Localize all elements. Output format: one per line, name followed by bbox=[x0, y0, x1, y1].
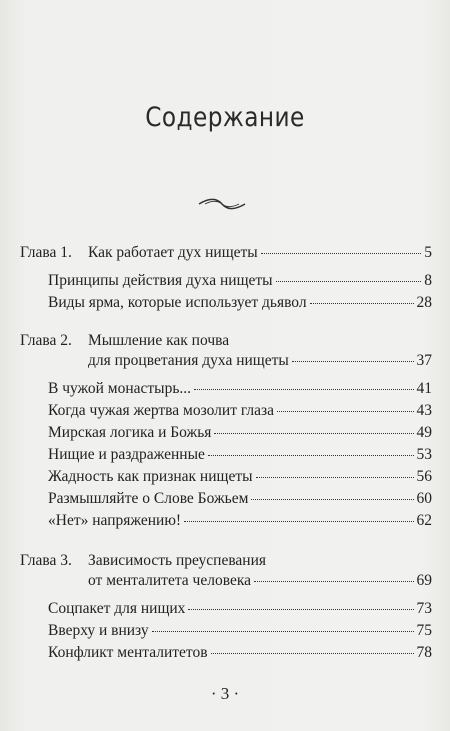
dot-leader bbox=[214, 432, 413, 434]
toc-page-number: 49 bbox=[416, 424, 432, 441]
toc-entry[interactable] bbox=[48, 272, 432, 290]
toc-entry[interactable] bbox=[48, 490, 432, 508]
page-number: · 3 · bbox=[210, 684, 240, 703]
toc-entry[interactable] bbox=[48, 424, 432, 442]
toc-entry-text: Мышление как почва bbox=[88, 332, 230, 349]
dot-leader bbox=[276, 280, 422, 282]
dot-leader bbox=[310, 302, 414, 304]
toc-page-number: 28 bbox=[416, 294, 432, 311]
dot-leader bbox=[188, 608, 413, 610]
toc-page-number: 8 bbox=[424, 272, 432, 289]
toc-entry-text: Когда чужая жертва мозолит глаза bbox=[48, 402, 275, 419]
toc-chapter-2[interactable] bbox=[20, 332, 432, 350]
chapter-label: Глава 2. bbox=[20, 332, 72, 349]
toc-entry-text: Зависимость преуспевания bbox=[88, 552, 267, 569]
toc-entry[interactable] bbox=[48, 468, 432, 486]
toc-chapter-2-cont[interactable] bbox=[88, 352, 432, 370]
toc-entry[interactable] bbox=[48, 622, 432, 640]
dot-leader bbox=[152, 630, 414, 632]
dot-leader bbox=[256, 476, 414, 478]
toc-entry-text: от менталитета человека bbox=[88, 572, 251, 589]
toc-entry-text: Жадность как признак нищеты bbox=[48, 468, 253, 485]
dot-leader bbox=[277, 410, 413, 412]
toc-entry-text: Как работает дух нищеты bbox=[88, 244, 258, 261]
chapter-label: Глава 3. bbox=[20, 552, 72, 569]
toc-entry-text: Мирская логика и Божья bbox=[48, 424, 212, 441]
toc-entry-text: Принципы действия духа нищеты bbox=[48, 272, 273, 289]
toc-page-number: 41 bbox=[416, 380, 432, 397]
page-title: Содержание bbox=[145, 102, 305, 133]
toc-entry-text: Виды ярма, которые использует дьявол bbox=[48, 294, 307, 311]
toc-entry[interactable] bbox=[48, 644, 432, 662]
dot-leader bbox=[254, 580, 414, 582]
dot-leader bbox=[211, 652, 414, 654]
toc-page-number: 75 bbox=[416, 622, 432, 639]
dot-leader bbox=[208, 454, 414, 456]
dot-leader bbox=[261, 252, 422, 254]
toc-chapter-3-cont[interactable] bbox=[88, 572, 432, 590]
toc-entry-text: В чужой монастырь... bbox=[48, 380, 192, 397]
toc-page-number: 62 bbox=[416, 512, 432, 529]
toc-page-number: 73 bbox=[416, 600, 432, 617]
toc-page-number: 5 bbox=[424, 244, 432, 261]
toc-entry-text: для процветания духа нищеты bbox=[88, 352, 289, 369]
chapter-label: Глава 1. bbox=[20, 244, 72, 261]
toc-entry[interactable] bbox=[48, 600, 432, 618]
toc-page-number: 78 bbox=[416, 644, 432, 661]
toc-entry-text: Нищие и раздраженные bbox=[48, 446, 205, 463]
toc-page-number: 56 bbox=[416, 468, 432, 485]
toc-chapter-3[interactable] bbox=[20, 552, 432, 570]
toc-page-number: 69 bbox=[416, 572, 432, 589]
toc-entry[interactable] bbox=[48, 380, 432, 398]
toc-page-number: 53 bbox=[416, 446, 432, 463]
toc-entry[interactable] bbox=[48, 512, 432, 530]
toc-entry-text: Размышляйте о Слове Божьем bbox=[48, 490, 249, 507]
toc-chapter-1[interactable] bbox=[20, 244, 432, 262]
toc-entry-text: Вверху и внизу bbox=[48, 622, 149, 639]
toc-entry-text: Конфликт менталитетов bbox=[48, 644, 208, 661]
dot-leader bbox=[184, 520, 413, 522]
toc-entry[interactable] bbox=[48, 446, 432, 464]
toc-entry-text: Соцпакет для нищих bbox=[48, 600, 186, 617]
toc-page-number: 60 bbox=[416, 490, 432, 507]
ornament-divider-icon bbox=[197, 196, 247, 212]
toc-entry[interactable] bbox=[48, 294, 432, 312]
dot-leader bbox=[251, 498, 413, 500]
toc-page-number: 43 bbox=[416, 402, 432, 419]
dot-leader bbox=[292, 360, 414, 362]
toc-entry-text: «Нет» напряжению! bbox=[48, 512, 182, 529]
toc-page-number: 37 bbox=[416, 352, 432, 369]
dot-leader bbox=[194, 388, 413, 390]
toc-entry[interactable] bbox=[48, 402, 432, 420]
